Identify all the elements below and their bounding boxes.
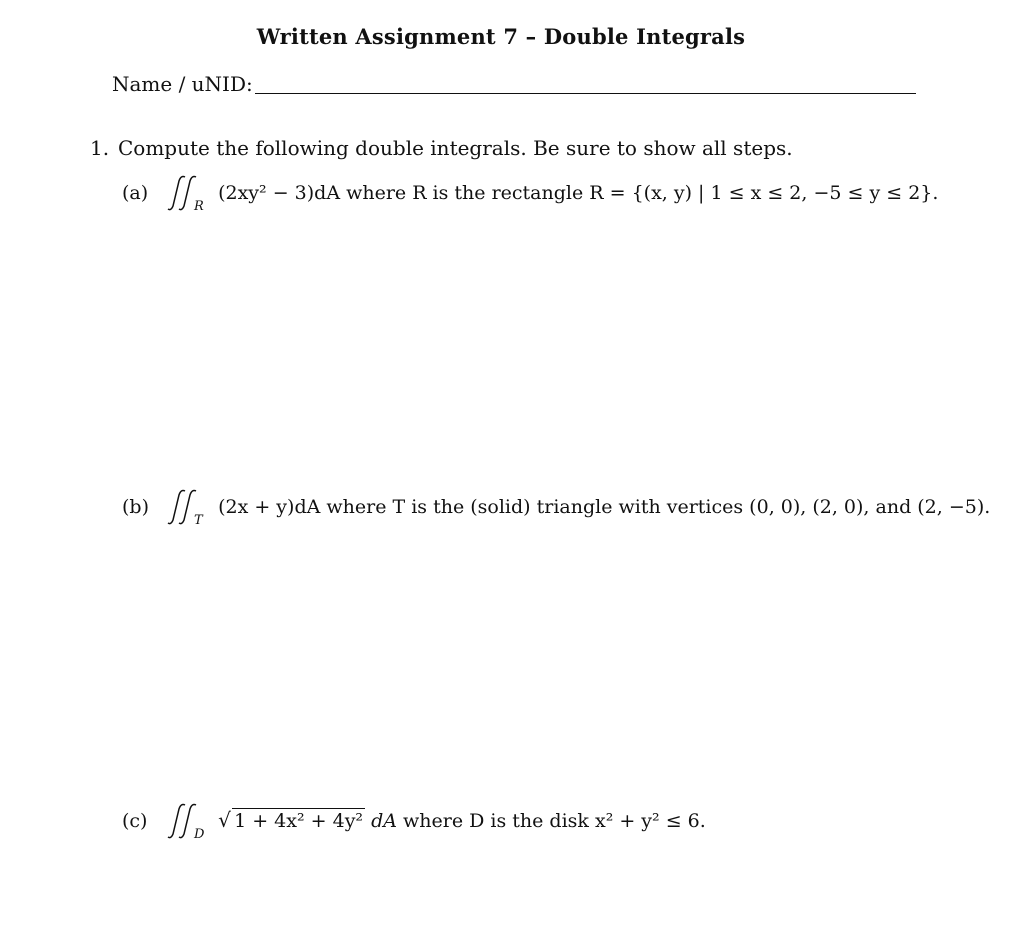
part-c-description: where D is the disk x² + y² ≤ 6. [403, 810, 706, 832]
name-blank-line [255, 93, 916, 94]
integral-region-label: D [194, 827, 205, 842]
name-label: Name / uNID: [112, 72, 253, 96]
integral-region-label: T [194, 513, 203, 528]
name-field-row [112, 72, 916, 98]
part-b-integrand: (2x + y)dA [218, 496, 321, 518]
radical-sign-icon: √ [218, 808, 231, 832]
part-b [122, 487, 990, 527]
part-b-label: (b) [122, 496, 149, 518]
part-c [122, 801, 706, 841]
part-c-label: (c) [122, 810, 148, 832]
double-integral-symbol [164, 173, 212, 213]
part-c-integrand: 1 + 4x² + 4y² [234, 810, 364, 832]
square-root [218, 810, 365, 832]
part-c-differential: dA [371, 810, 397, 832]
assignment-title: Written Assignment 7 – Double Integrals [256, 24, 746, 49]
integral-region-label: R [194, 199, 204, 214]
part-a [122, 173, 938, 213]
part-b-description: where T is the (solid) triangle with vertices (0, 0), (2, 0), and (2, −5). [326, 496, 991, 518]
question-1 [90, 136, 793, 160]
part-a-label: (a) [122, 182, 149, 204]
part-a-integrand: (2xy² − 3)dA [218, 182, 341, 204]
question-prompt: Compute the following double integrals. Be sure to show all steps. [118, 136, 793, 160]
part-a-description: where R is the rectangle R = {(x, y) | 1 ≤ x ≤ 2, −5 ≤ y ≤ 2}. [346, 182, 939, 204]
question-number: 1. [90, 136, 110, 160]
double-integral-symbol [164, 487, 212, 527]
double-integral-symbol [164, 801, 212, 841]
